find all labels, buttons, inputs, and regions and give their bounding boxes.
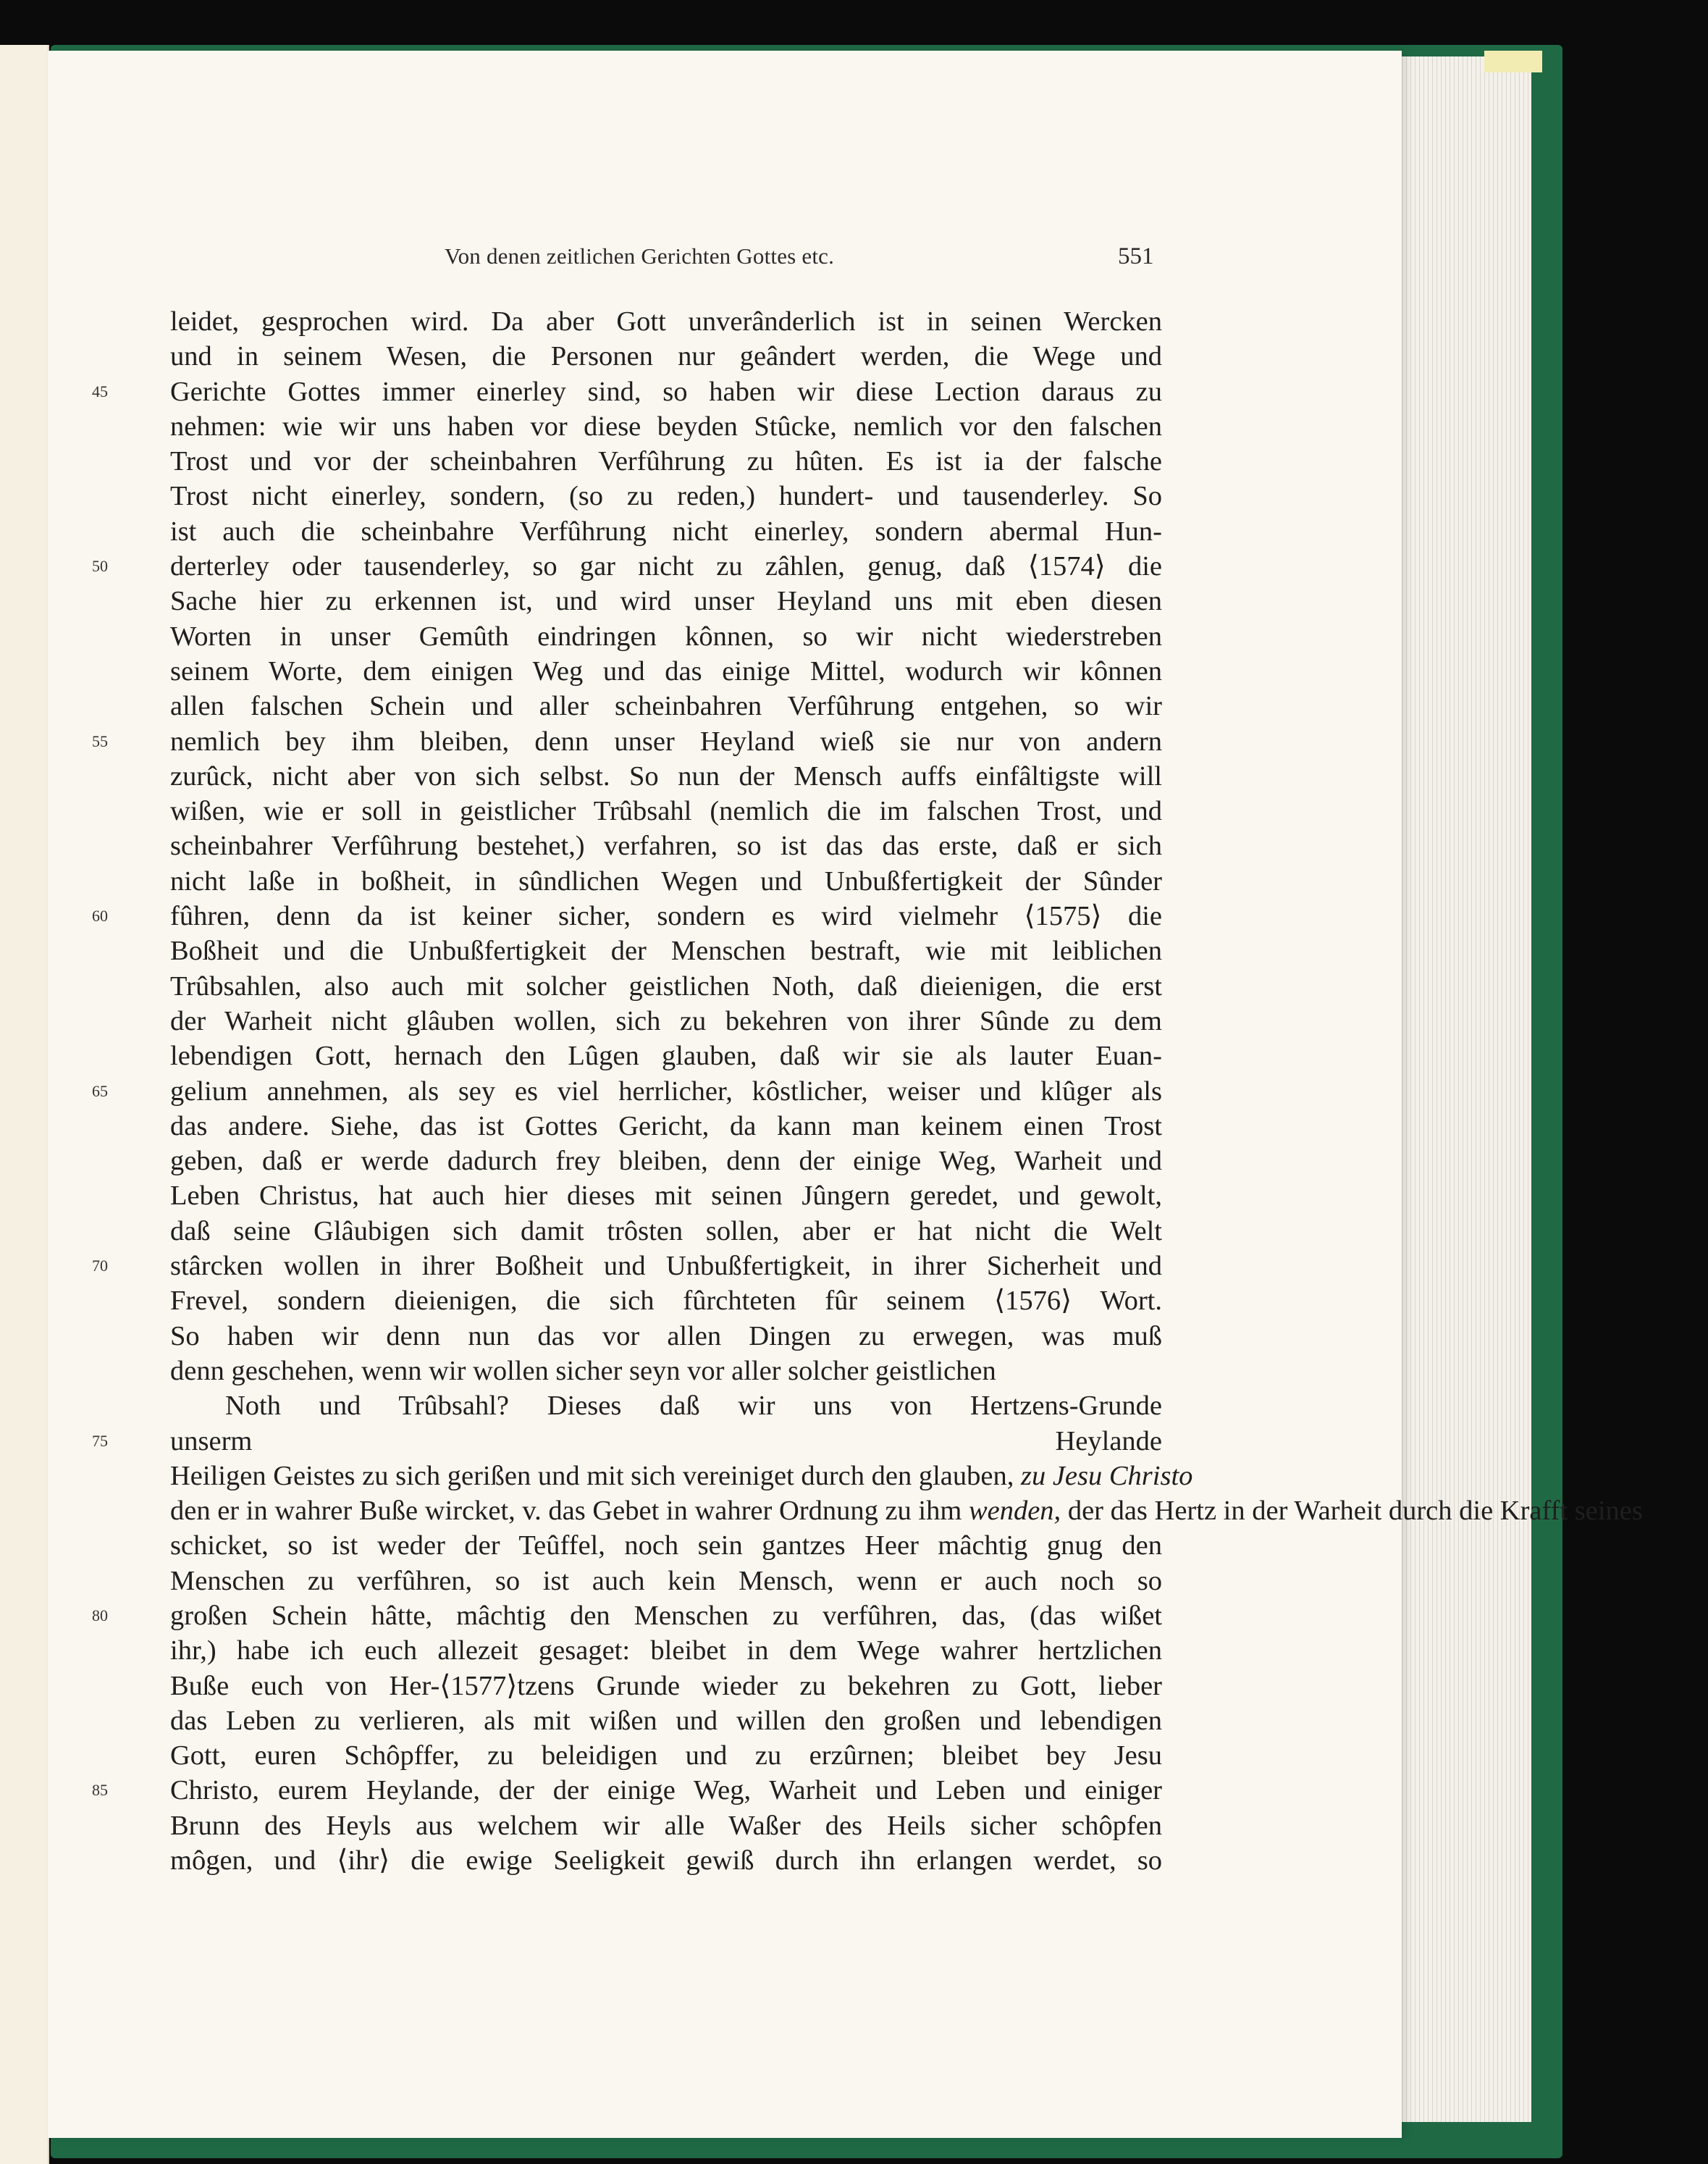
- line-text: Menschen zu verfûhren, so ist auch kein Mensch, wenn er auch noch so: [170, 1565, 1162, 1596]
- line-number: 80: [92, 1606, 108, 1624]
- line-text: Gerichte Gottes immer einerley sind, so haben wir diese Lection daraus zu: [170, 376, 1162, 407]
- text-line: [170, 759, 1162, 794]
- text-line: [170, 1493, 1643, 1528]
- text-line: [170, 1144, 1162, 1178]
- text-line: [170, 794, 1162, 829]
- line-text: großen Schein hâtte, mâchtig den Menschen zu verfûhren, das, (das wißet: [170, 1600, 1162, 1631]
- line-text: ist auch die scheinbahre Verfûhrung nicht einerley, sondern abermal Hun-: [170, 516, 1162, 547]
- text-line: [170, 1214, 1162, 1249]
- text-line: [170, 864, 1162, 899]
- text-line: [170, 829, 1162, 863]
- text-line: [92, 549, 1162, 584]
- line-number: 50: [92, 557, 108, 576]
- line-text: wißen, wie er soll in geistlicher Trûbsahl (nemlich die im falschen Trost, und: [170, 796, 1162, 827]
- text-line: [170, 1633, 1162, 1668]
- text-line: [170, 304, 1162, 339]
- text-line: [170, 619, 1162, 654]
- italic-text: wenden,: [968, 1496, 1061, 1527]
- line-text: Worten in unser Gemûth eindringen kônnen, so wir nicht wiederstreben: [170, 621, 1162, 652]
- line-text: Trûbsahlen, also auch mit solcher geistlichen Noth, daß dieienigen, die erst: [170, 970, 1162, 1002]
- line-number: 70: [92, 1257, 108, 1275]
- bookmark-edge: [1484, 51, 1542, 72]
- text-line: [170, 1843, 1162, 1878]
- book-page: [48, 51, 1643, 2138]
- text-line: [170, 1703, 1162, 1738]
- line-number: 75: [92, 1431, 108, 1450]
- line-text: leidet, gesprochen wird. Da aber Gott unverânderlich ist in seinen Wercken: [170, 306, 1162, 337]
- body-text: [92, 304, 1643, 1948]
- line-text: seinem Worte, dem einigen Weg und das einige Mittel, wodurch wir kônnen: [170, 655, 1162, 687]
- text-line: [92, 1074, 1162, 1109]
- line-text: das Leben zu verlieren, als mit wißen und willen den großen und lebendigen: [170, 1705, 1162, 1736]
- text-line: [92, 724, 1162, 759]
- line-text: Heiligen Geistes zu sich gerißen und mit sich vereiniget durch den glauben,: [170, 1460, 1014, 1491]
- text-line: [170, 409, 1162, 444]
- line-number: 60: [92, 907, 108, 926]
- text-line: [92, 1598, 1162, 1633]
- text-line: [170, 1354, 1162, 1388]
- line-text: ihr,) habe ich euch allezeit gesaget: bleibet in dem Wege wahrer hertzlichen: [170, 1635, 1162, 1666]
- line-number: 45: [92, 382, 108, 400]
- line-text: Brunn des Heyls aus welchem wir alle Waßer des Heils sicher schôpfen: [170, 1810, 1162, 1841]
- text-line: [170, 1459, 1193, 1493]
- text-line: [170, 514, 1162, 549]
- line-text: der Warheit nicht glâuben wollen, sich zu bekehren von ihrer Sûnde zu dem: [170, 1005, 1162, 1036]
- line-text: den er in wahrer Buße wircket, v. das Gebet in wahrer Ordnung zu ihm: [170, 1496, 962, 1527]
- line-text: schicket, so ist weder der Teûffel, noch sein gantzes Heer mâchtig gnug den: [170, 1530, 1162, 1561]
- text-line: [170, 1913, 1162, 1948]
- line-text: der das Hertz in der Warheit durch die Krafft seines: [1067, 1496, 1643, 1527]
- line-text: So haben wir denn nun das vor allen Dingen zu erwegen, was muß: [170, 1320, 1162, 1351]
- line-text: und in seinem Wesen, die Personen nur geândert werden, die Wege und: [170, 341, 1162, 372]
- text-line: [170, 479, 1162, 513]
- line-text: allen falschen Schein und aller scheinbahren Verfûhrung entgehen, so wir: [170, 691, 1162, 722]
- text-line: [170, 689, 1162, 724]
- line-number: 55: [92, 731, 108, 750]
- text-line: [170, 1669, 1162, 1703]
- line-text: Sache hier zu erkennen ist, und wird unser Heyland uns mit eben diesen: [170, 586, 1162, 617]
- text-line: [170, 339, 1162, 374]
- text-line: [170, 1808, 1162, 1843]
- page-edges: [1394, 56, 1531, 2122]
- line-text: unserm Heylande: [170, 1425, 1162, 1456]
- text-line: [92, 1249, 1162, 1283]
- text-line: [170, 584, 1162, 618]
- page-number: 551: [1118, 243, 1154, 269]
- line-text: Noth und Trûbsahl? Dieses daß wir uns von Hertzens-Grunde: [225, 1391, 1162, 1422]
- text-line: [92, 1773, 1162, 1808]
- line-text: daß seine Glâubigen sich damit trôsten sollen, aber er hat nicht die Welt: [170, 1215, 1162, 1246]
- line-text: Buße euch von Her-⟨1577⟩tzens Grunde wieder zu bekehren zu Gott, lieber: [170, 1670, 1162, 1701]
- line-text: gelium annehmen, als sey es viel herrlicher, kôstlicher, weiser und klûger als: [170, 1075, 1162, 1107]
- line-text: nemlich bey ihm bleiben, denn unser Heyland wieß sie nur von andern: [170, 726, 1162, 757]
- text-line: [170, 1004, 1162, 1039]
- line-text: fûhren, denn da ist keiner sicher, sondern es wird vielmehr ⟨1575⟩ die: [170, 901, 1162, 932]
- text-line: [170, 1388, 1162, 1423]
- line-number: 65: [92, 1081, 108, 1100]
- text-line: [170, 444, 1162, 479]
- line-text: Boßheit und die Unbußfertigkeit der Menschen bestraft, wie mit leiblichen: [170, 936, 1162, 967]
- text-line: [170, 969, 1162, 1004]
- line-text: scheinbahrer Verfûhrung bestehet,) verfahren, so ist das das erste, daß er sich: [170, 831, 1162, 862]
- text-line: [170, 1564, 1162, 1598]
- line-text: Trost nicht einerley, sondern, (so zu reden,) hundert- und tausenderley. So: [170, 481, 1162, 512]
- left-page-edge: [0, 45, 49, 2164]
- text-line: [170, 1738, 1162, 1773]
- text-line: [170, 654, 1162, 689]
- line-text: môgen, und ⟨ihr⟩ die ewige Seeligkeit gewiß durch ihn erlangen werdet, so: [170, 1845, 1162, 1876]
- running-title: Von denen zeitlichen Gerichten Gottes etc.: [445, 243, 835, 269]
- line-text: Trost und vor der scheinbahren Verfûhrung zu hûten. Es ist ia der falsche: [170, 446, 1162, 477]
- line-text: denn geschehen, wenn wir wollen sicher seyn vor aller solcher geistlichen: [170, 1355, 996, 1386]
- line-text: nehmen: wie wir uns haben vor diese beyden Stûcke, nemlich vor den falschen: [170, 411, 1162, 442]
- text-line: [92, 899, 1162, 934]
- line-text: geben, daß er werde dadurch frey bleiben, denn der einige Weg, Warheit und: [170, 1146, 1162, 1177]
- text-line: [170, 1109, 1162, 1144]
- text-line: [170, 934, 1162, 968]
- text-line: [170, 1528, 1162, 1563]
- line-text: zurûck, nicht aber von sich selbst. So nun der Mensch auffs einfâltigste will: [170, 760, 1162, 792]
- text-line: [170, 1283, 1162, 1318]
- text-line: [170, 1178, 1162, 1213]
- line-text: nicht laße in boßheit, in sûndlichen Wegen und Unbußfertigkeit der Sûnder: [170, 865, 1162, 897]
- text-line: [170, 1878, 1162, 1913]
- italic-text: zu Jesu Christo: [1020, 1460, 1193, 1491]
- line-text: das andere. Siehe, das ist Gottes Gericht, da kann man keinem einen Trost: [170, 1110, 1162, 1141]
- text-line: [92, 1424, 1162, 1459]
- text-line: [170, 1319, 1162, 1354]
- line-text: lebendigen Gott, hernach den Lûgen glauben, daß wir sie als lauter Euan-: [170, 1041, 1162, 1072]
- line-text: stârcken wollen in ihrer Boßheit und Unbußfertigkeit, in ihrer Sicherheit und: [170, 1251, 1162, 1282]
- line-text: Gott, euren Schôpffer, zu beleidigen und zu erzûrnen; bleibet bey Jesu: [170, 1740, 1162, 1771]
- line-number: 85: [92, 1781, 108, 1800]
- text-line: [170, 1039, 1162, 1073]
- line-text: Leben Christus, hat auch hier dieses mit seinen Jûngern geredet, und gewolt,: [170, 1180, 1162, 1212]
- line-text: Christo, eurem Heylande, der der einige Weg, Warheit und Leben und einiger: [170, 1775, 1162, 1806]
- line-text: Frevel, sondern dieienigen, die sich fûrchteten fûr seinem ⟨1576⟩ Wort.: [170, 1286, 1162, 1317]
- text-line: [92, 374, 1162, 409]
- line-text: derterley oder tausenderley, so gar nicht zu zâhlen, genug, daß ⟨1574⟩ die: [170, 551, 1162, 582]
